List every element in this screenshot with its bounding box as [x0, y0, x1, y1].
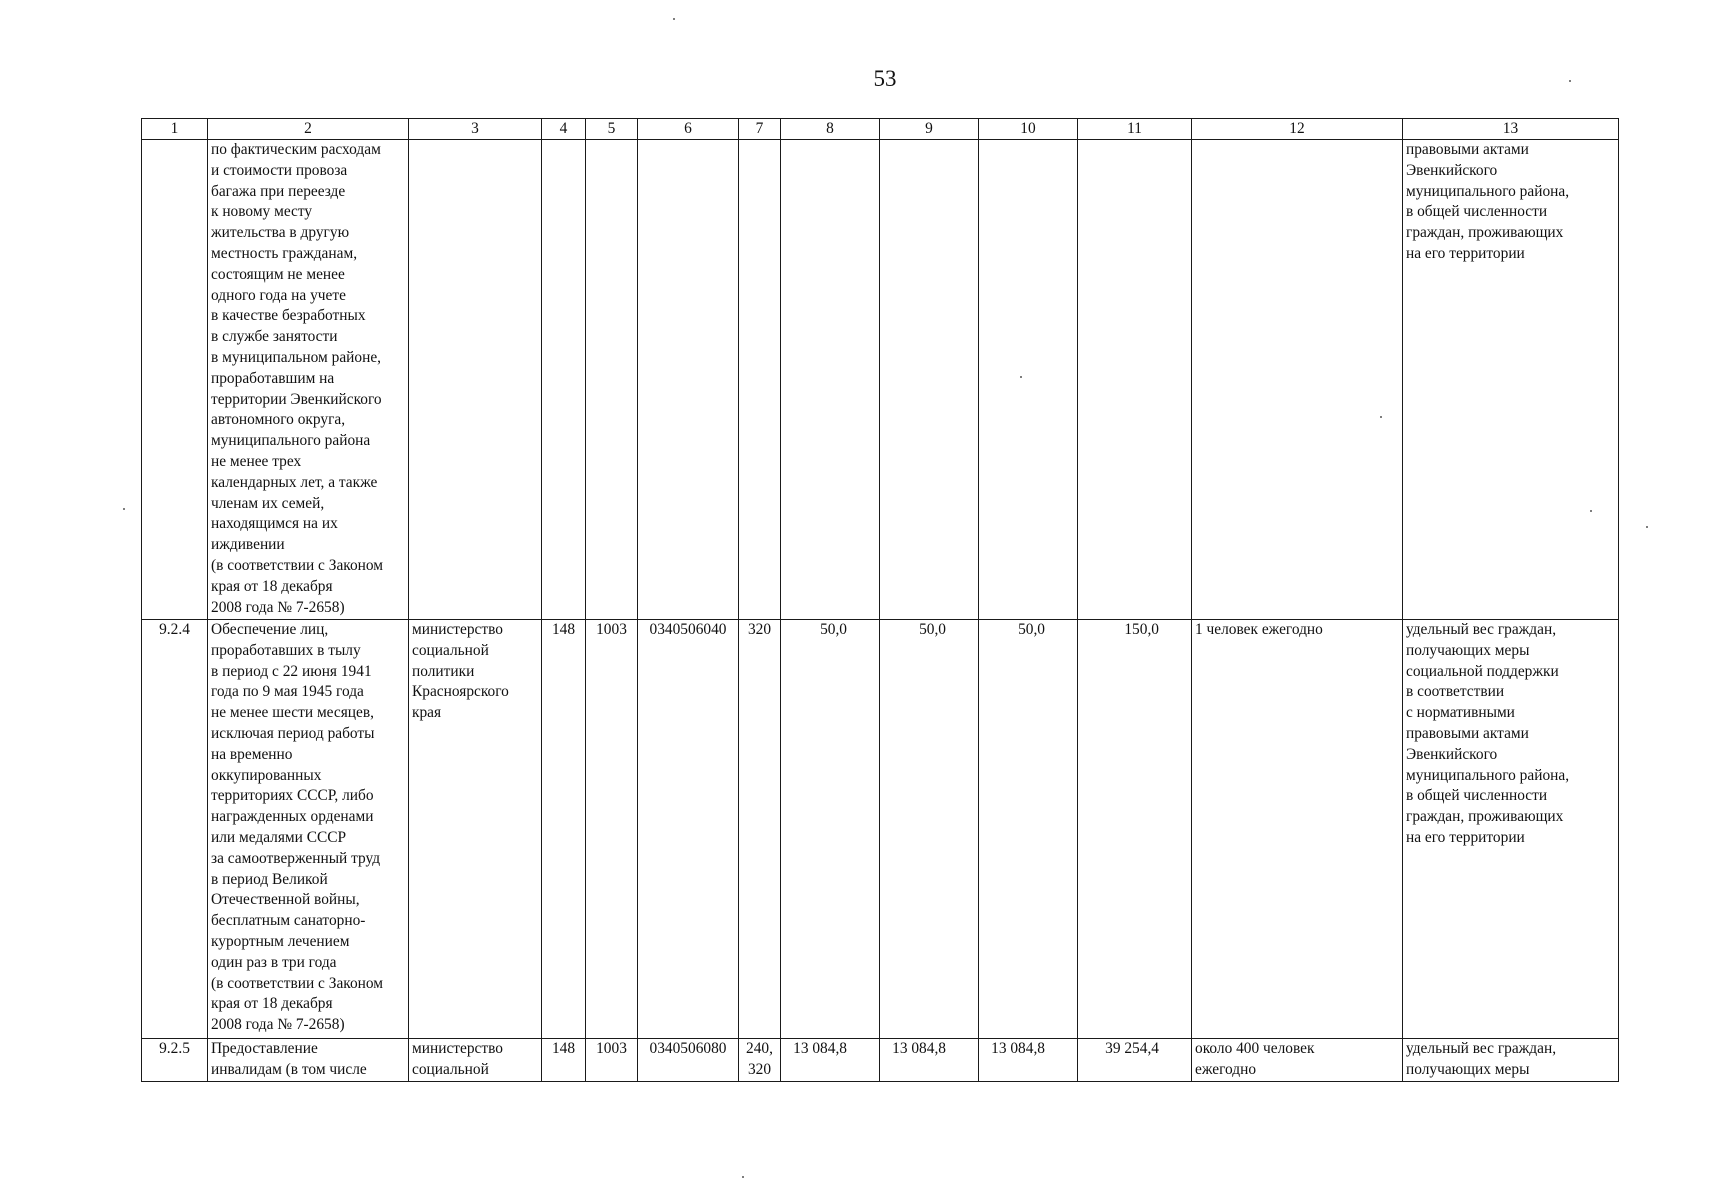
grbs-cell: [542, 140, 586, 620]
vr-cell: [739, 140, 781, 620]
table-row: [142, 140, 1619, 620]
total-cell: 39 254,4: [1078, 1039, 1192, 1082]
rzpr-cell: 1003: [586, 620, 638, 1039]
grbs-cell: 148: [542, 620, 586, 1039]
row-number: 9.2.4: [142, 620, 208, 1039]
measure-cell: Предоставление инвалидам (в том числе: [208, 1039, 409, 1082]
executor-cell: министерство социальной политики Красноярского края: [409, 620, 542, 1039]
column-header: 7: [739, 119, 781, 140]
year3-cell: [979, 140, 1078, 620]
year2-cell: 50,0: [880, 620, 979, 1039]
row-number: [142, 140, 208, 620]
column-header: 1: [142, 119, 208, 140]
total-cell: [1078, 140, 1192, 620]
table-row: [142, 1039, 1619, 1082]
vr-cell: 240, 320: [739, 1039, 781, 1082]
year1-cell: 13 084,8: [781, 1039, 880, 1082]
column-header: 5: [586, 119, 638, 140]
year2-cell: [880, 140, 979, 620]
indicator-cell: удельный вес граждан, получающих меры: [1403, 1039, 1619, 1082]
result-cell: [1192, 140, 1403, 620]
column-header: 2: [208, 119, 409, 140]
column-header: 4: [542, 119, 586, 140]
csr-cell: 0340506040: [638, 620, 739, 1039]
budget-table: [141, 118, 1619, 1082]
measure-cell: Обеспечение лиц, проработавших в тылу в период с 22 июня 1941 года по 9 мая 1945 года не менее шести месяцев, исключая период работы на временно оккупированных территориях СССР, либо награжденных орденами или медалями СССР за самоотверженный труд в период Великой Отечественной войны, бесплатным санаторно- курортным лечением один раз в три года (в соответствии с Законом края от 18 декабря 2008 года № 7-2658): [208, 620, 409, 1039]
measure-cell: по фактическим расходам и стоимости провоза багажа при переезде к новому месту жительства в другую местность гражданам, состоящим не менее одного года на учете в качестве безработных в службе занятости в муниципальном районе, проработавшим на территории Эвенкийского автономного округа, муниципального района не менее трех календарных лет, а также членам их семей, находящимся на их иждивении (в соответствии с Законом края от 18 декабря 2008 года № 7-2658): [208, 140, 409, 620]
csr-cell: [638, 140, 739, 620]
row-number: 9.2.5: [142, 1039, 208, 1082]
column-header: 11: [1078, 119, 1192, 140]
result-cell: около 400 человек ежегодно: [1192, 1039, 1403, 1082]
rzpr-cell: [586, 140, 638, 620]
header-row: [142, 119, 1619, 140]
vr-cell: 320: [739, 620, 781, 1039]
year1-cell: 50,0: [781, 620, 880, 1039]
indicator-cell: удельный вес граждан, получающих меры социальной поддержки в соответствии с нормативными правовыми актами Эвенкийского муниципального района, в общей численности граждан, проживающих на его территории: [1403, 620, 1619, 1039]
year3-cell: 50,0: [979, 620, 1078, 1039]
result-cell: 1 человек ежегодно: [1192, 620, 1403, 1039]
executor-cell: [409, 140, 542, 620]
column-header: 9: [880, 119, 979, 140]
scan-speck: [1569, 80, 1571, 82]
executor-cell: министерство социальной: [409, 1039, 542, 1082]
column-header: 3: [409, 119, 542, 140]
column-header: 10: [979, 119, 1078, 140]
csr-cell: 0340506080: [638, 1039, 739, 1082]
scan-speck: [742, 1176, 744, 1178]
rzpr-cell: 1003: [586, 1039, 638, 1082]
column-header: 8: [781, 119, 880, 140]
scan-speck: [1590, 510, 1592, 512]
column-header: 13: [1403, 119, 1619, 140]
table-row: [142, 620, 1619, 1039]
year3-cell: 13 084,8: [979, 1039, 1078, 1082]
year1-cell: [781, 140, 880, 620]
scan-speck: [673, 18, 675, 20]
scan-speck: [123, 508, 125, 510]
year2-cell: 13 084,8: [880, 1039, 979, 1082]
page-number: 53: [873, 66, 897, 91]
scan-speck: [1020, 376, 1022, 378]
scan-speck: [1646, 526, 1648, 528]
column-header: 6: [638, 119, 739, 140]
scan-speck: [1380, 416, 1382, 418]
indicator-cell: правовыми актами Эвенкийского муниципального района, в общей численности граждан, проживающих на его территории: [1403, 140, 1619, 620]
total-cell: 150,0: [1078, 620, 1192, 1039]
column-header: 12: [1192, 119, 1403, 140]
grbs-cell: 148: [542, 1039, 586, 1082]
